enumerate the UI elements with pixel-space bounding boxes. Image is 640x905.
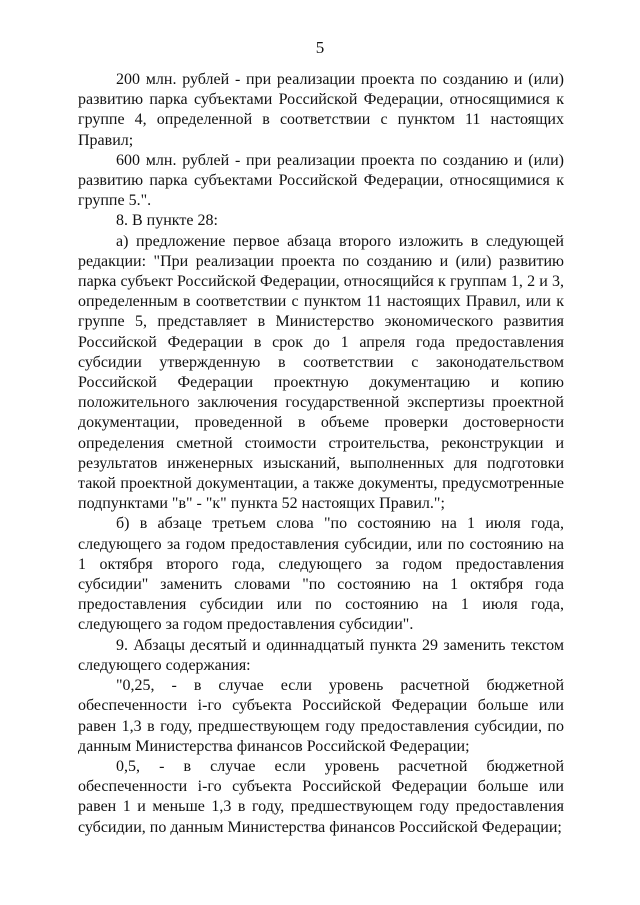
paragraph-item-8: 8. В пункте 28: (116, 212, 218, 230)
paragraph-subitem-b: б) в абзаце третьем слова "по состоянию на 1 июля года, следующего за годом предоставления субсидии, или по состоянию на 1 октября второго года, следующего за годом предоставления субсидии" заменить словами "по состоянию на 1 октября года предоставления субсидии или по состоянию на 1 июля года, следующего за годом предоставления субсидии". (78, 515, 564, 634)
page-number: 5 (315, 38, 325, 57)
paragraph-item-9: 9. Абзацы десятый и одиннадцатый пункта 29 заменить текстом следующего содержания: (78, 636, 564, 674)
paragraph-200-mln: 200 млн. рублей - при реализации проекта по созданию и (или) развитию парка субъектами Российской Федерации, относящимися к группе 4, определенной в соответствии с пунктом 11 настоящих Правил; (78, 71, 564, 149)
paragraph-subitem-a: а) предложение первое абзаца второго изложить в следующей редакции: "При реализации проекта по созданию и (или) развитию парка субъект Российской Федерации, относящийся к группам 1, 2 и 3, определенным в соответствии с пунктом 11 настоящих Правил, или к группе 5, представляет в Министерство экономического развития Российской Федерации в срок до 1 апреля года предоставления субсидии утвержденную в соответствии с законодательством Российской Федерации проектную документацию и копию положительного заключения государственной экспертизы проектной документации, проведенной в объеме проверки достоверности определения сметной стоимости строительства, реконструкции и результатов инженерных изысканий, выполненных для подготовки такой проектной документации, а также документы, предусмотренные подпунктами "в" - "к" пункта 52 настоящих Правил."; (78, 232, 564, 513)
paragraph-600-mln: 600 млн. рублей - при реализации проекта по созданию и (или) развитию парка субъектами Российской Федерации, относящимися к группе 5.". (78, 151, 564, 210)
paragraph-coefficient-05: 0,5, - в случае если уровень расчетной бюджетной обеспеченности i-го субъекта Российской Федерации больше или равен 1 и меньше 1,3 в году, предшествующем году предоставления субсидии, по данным Министерства финансов Российской Федерации; (78, 757, 564, 836)
document-body (78, 70, 564, 838)
paragraph-coefficient-025: "0,25, - в случае если уровень расчетной бюджетной обеспеченности i-го субъекта Российской Федерации больше или равен 1,3 в году, предшествующем году предоставления субсидии, по данным Министерства финансов Российской Федерации; (78, 677, 564, 755)
